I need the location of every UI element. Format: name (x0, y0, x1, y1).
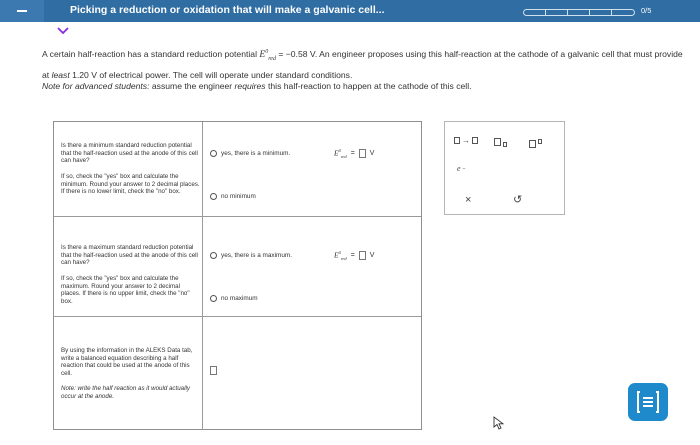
question-instructions: If so, check the "yes" box and calculate the maximum. Round your answer to 2 decimal places. If there is no upper limit, check the "no" box. (61, 275, 190, 305)
question-instructions: If so, check the "yes" box and calculate the minimum. Round your answer to 2 decimal places. If there is no lower limit, check the "no" box. (61, 173, 200, 196)
subscript-tool[interactable] (494, 136, 507, 147)
top-bar (0, 0, 700, 22)
radio-circle[interactable] (210, 193, 217, 200)
question-text: Is there a minimum standard reduction potential that the half-reaction used at the anode of this cell can have? (61, 142, 198, 165)
half-reaction-answer-input[interactable] (210, 366, 217, 375)
minimum-equation: $E^0_{red}$ = V (334, 148, 375, 159)
menu-button[interactable] (0, 0, 44, 22)
tool-palette (444, 121, 565, 215)
radio-no-minimum[interactable]: no minimum (210, 193, 256, 200)
problem-statement: A certain half-reaction has a standard reduction potential $E^0_{red} = -0.58$ V. An engineer proposes using this half-reaction at the cathode of a galvanic cell that must provide at least 1.20 V of electrical power. The cell will operate under standard conditions. (42, 49, 683, 81)
radio-circle[interactable] (210, 252, 217, 259)
radio-no-maximum[interactable]: no maximum (210, 295, 258, 302)
electron-tool[interactable]: e − (457, 164, 466, 173)
radio-yes-minimum[interactable]: yes, there is a minimum. (210, 150, 290, 157)
radio-circle[interactable] (210, 150, 217, 157)
advanced-note: Note for advanced students: assume the engineer requires this half-reaction to happen at the cathode of this cell. (42, 81, 472, 91)
close-icon: × (465, 194, 472, 206)
clear-button[interactable] (465, 194, 471, 206)
calculator-icon (635, 389, 661, 415)
radio-yes-maximum[interactable]: yes, there is a maximum. (210, 252, 292, 259)
question-text: Is there a maximum standard reduction potential that the half-reaction used at the anode of this cell can have? (61, 244, 198, 267)
superscript-tool[interactable] (529, 134, 542, 148)
collapse-button[interactable] (50, 24, 76, 38)
progress-count: 0/5 (641, 6, 652, 15)
mouse-pointer-icon (493, 416, 505, 435)
question-row-minimum (54, 122, 421, 217)
question-text: By using the information in the ALEKS Data tab, write a balanced equation describing a half reaction that could be used at the anode of this cell. (61, 347, 193, 377)
potential-symbol: $E^0_{red}$ (259, 49, 276, 63)
question-table (53, 121, 422, 430)
question-note: Note: write the half reaction as it would actually occur at the anode. (61, 385, 190, 400)
reaction-arrow-tool[interactable]: → (454, 136, 478, 145)
hamburger-icon (17, 10, 27, 12)
calculator-button[interactable] (628, 383, 668, 421)
radio-circle[interactable] (210, 295, 217, 302)
question-row-maximum (54, 217, 421, 317)
maximum-equation: $E^0_{red}$ = V (334, 250, 375, 261)
maximum-answer-input[interactable] (359, 251, 366, 260)
progress-bar (523, 9, 635, 16)
undo-button[interactable] (513, 193, 522, 206)
minimum-answer-input[interactable] (359, 149, 366, 158)
chevron-down-icon (57, 27, 69, 35)
undo-icon: ↺ (513, 194, 523, 206)
question-row-half-reaction (54, 317, 421, 430)
topic-title: Picking a reduction or oxidation that will make a galvanic cell... (70, 4, 385, 16)
